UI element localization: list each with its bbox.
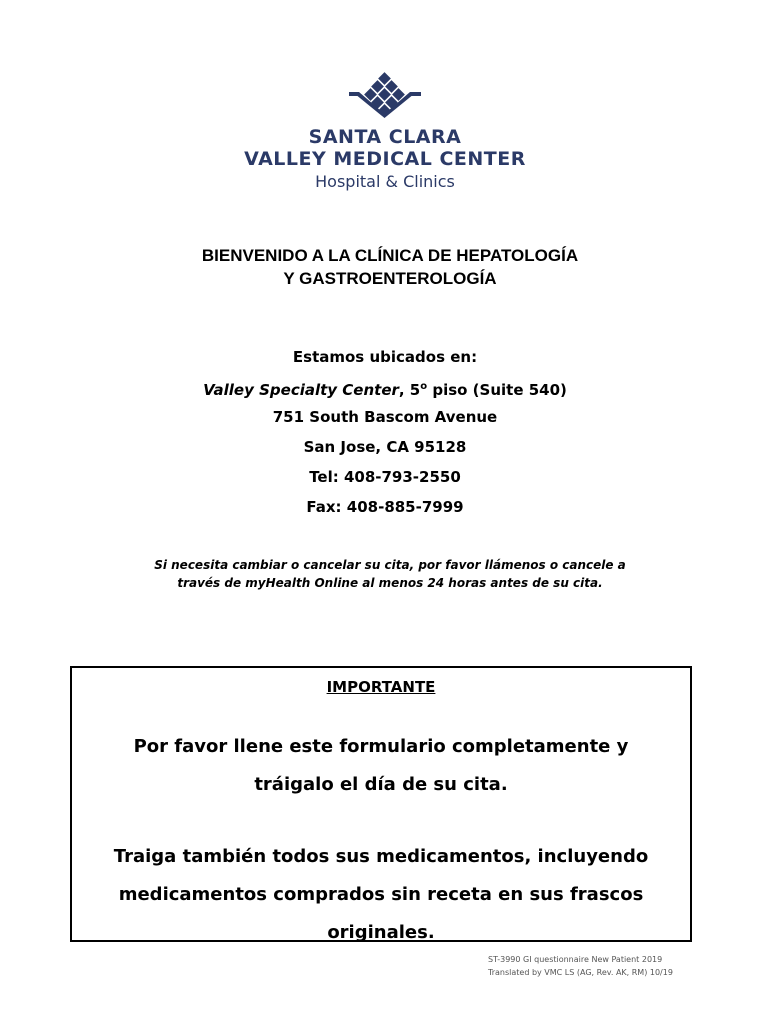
diamond-lattice-logo-icon [349,72,421,118]
note-line-1: Si necesita cambiar o cancelar su cita, por favor llámenos o cancele a [154,558,626,572]
logo-line-2: VALLEY MEDICAL CENTER [244,148,526,170]
important-box [70,666,692,942]
footer-line-1: ST-3990 GI questionnaire New Patient 2019 [488,955,663,964]
floor-suffix: piso (Suite 540) [427,381,567,399]
page-title [0,244,770,290]
address-fax: Fax: 408-885-7999 [306,498,464,516]
important-p1-line-1: Por favor llene este formulario completamente y [133,736,629,757]
form-footer [488,953,673,979]
address-location [0,376,770,406]
title-line-2: Y GASTROENTEROLOGÍA [283,269,497,288]
important-heading: IMPORTANTE [326,678,436,696]
address-city: San Jose, CA 95128 [303,438,467,456]
address-intro: Estamos ubicados en: [292,348,478,366]
address-street: 751 South Bascom Avenue [272,408,498,426]
logo-line-3: Hospital & Clinics [315,172,455,191]
floor-prefix: , 5 [398,381,421,399]
logo-line-1: SANTA CLARA [308,126,462,148]
location-name: Valley Specialty Center [203,381,399,399]
logo [0,72,770,190]
footer-line-2: Translated by VMC LS (AG, Rev. AK, RM) 10/19 [488,968,673,977]
important-p1-line-2: tráigalo el día de su cita. [254,774,508,795]
address-tel: Tel: 408-793-2550 [309,468,461,486]
important-p2-line-1: Traiga también todos sus medicamentos, incluyendo [113,846,649,867]
note-line-2: través de myHealth Online al menos 24 horas antes de su cita. [177,576,603,590]
important-paragraph-2 [72,838,690,952]
floor-superscript: o [420,381,428,392]
important-p2-line-2: medicamentos comprados sin receta en sus frascos originales. [118,884,644,943]
cancellation-note [0,556,770,592]
address-block [0,346,770,526]
important-paragraph-1 [72,728,690,804]
title-line-1: BIENVENIDO A LA CLÍNICA DE HEPATOLOGÍA [201,246,579,265]
